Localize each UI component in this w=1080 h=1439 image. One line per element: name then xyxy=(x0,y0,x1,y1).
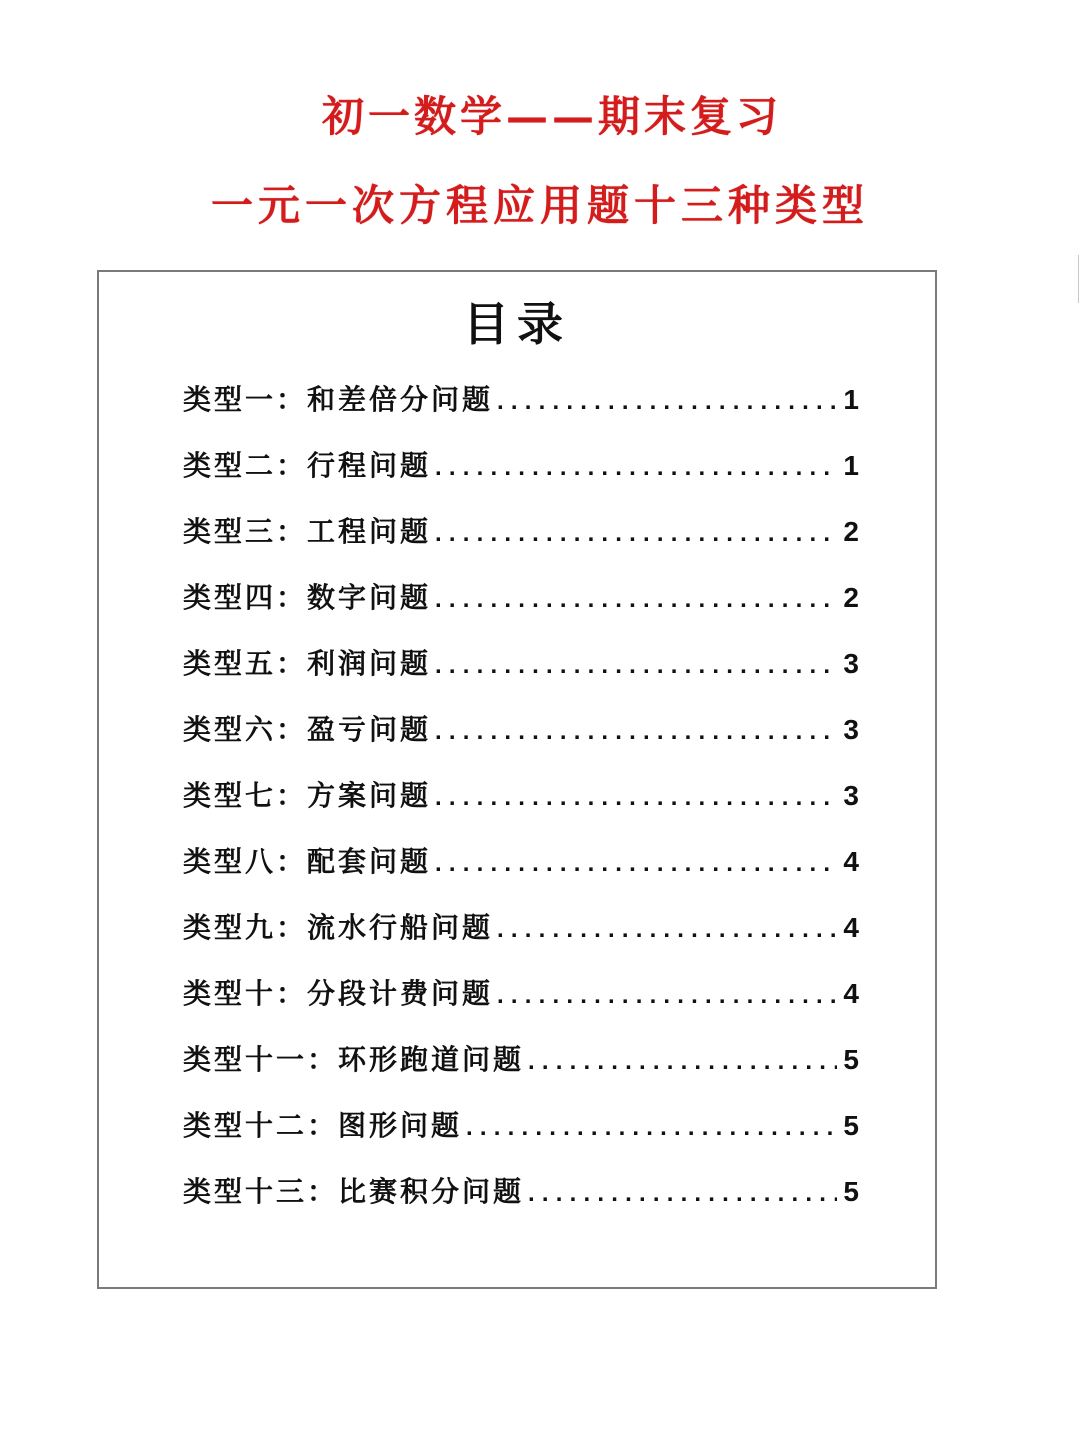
dot-leader xyxy=(435,850,837,878)
toc-item-label: 类型十一：环形跑道问题 xyxy=(183,1043,525,1076)
toc-item-label: 类型九：流水行船问题 xyxy=(183,911,494,944)
toc-item-label: 类型四：数字问题 xyxy=(183,581,432,614)
toc-item[interactable] xyxy=(183,444,859,510)
toc-item-page: 1 xyxy=(843,384,859,415)
toc-item-label: 类型六：盈亏问题 xyxy=(183,713,432,746)
toc-item[interactable] xyxy=(183,510,859,576)
dot-leader xyxy=(435,652,837,680)
toc-item-page: 4 xyxy=(843,846,859,877)
toc-item-label: 类型一：和差倍分问题 xyxy=(183,383,494,416)
dot-leader xyxy=(435,586,837,614)
toc-item-label: 类型二：行程问题 xyxy=(183,449,432,482)
toc-item-page: 5 xyxy=(843,1176,859,1207)
toc-item[interactable] xyxy=(183,708,859,774)
toc-item-page: 4 xyxy=(843,912,859,943)
toc-item-label: 类型十二：图形问题 xyxy=(183,1109,463,1142)
toc-list xyxy=(183,378,859,1236)
toc-item-page: 4 xyxy=(843,978,859,1009)
dot-leader xyxy=(435,718,837,746)
toc-item[interactable] xyxy=(183,906,859,972)
dot-leader xyxy=(435,784,837,812)
document-subtitle: 一元一次方程应用题十三种类型 xyxy=(210,181,869,230)
toc-item-page: 5 xyxy=(843,1110,859,1141)
toc-item-page: 5 xyxy=(843,1044,859,1075)
toc-item-page: 3 xyxy=(843,714,859,745)
toc-item[interactable] xyxy=(183,1038,859,1104)
toc-item-label: 类型十三：比赛积分问题 xyxy=(183,1175,525,1208)
toc-item-page: 1 xyxy=(843,450,859,481)
toc-item[interactable] xyxy=(183,972,859,1038)
toc-item[interactable] xyxy=(183,642,859,708)
dot-leader xyxy=(435,520,837,548)
toc-item[interactable] xyxy=(183,1104,859,1170)
document-title: 初一数学——期末复习 xyxy=(321,92,782,141)
toc-item-page: 2 xyxy=(843,582,859,613)
toc-item[interactable] xyxy=(183,840,859,906)
dot-leader xyxy=(497,982,837,1010)
toc-item[interactable] xyxy=(183,378,859,444)
dot-leader xyxy=(528,1180,837,1208)
toc-item-label: 类型八：配套问题 xyxy=(183,845,432,878)
table-of-contents xyxy=(97,270,937,1289)
toc-item[interactable] xyxy=(183,774,859,840)
toc-item[interactable] xyxy=(183,1170,859,1236)
dot-leader xyxy=(435,454,837,482)
dot-leader xyxy=(497,916,837,944)
toc-item-label: 类型七：方案问题 xyxy=(183,779,432,812)
dot-leader xyxy=(497,388,837,416)
dot-leader xyxy=(466,1114,837,1142)
toc-item[interactable] xyxy=(183,576,859,642)
toc-item-label: 类型五：利润问题 xyxy=(183,647,432,680)
toc-item-page: 3 xyxy=(843,780,859,811)
toc-item-page: 3 xyxy=(843,648,859,679)
toc-item-label: 类型十：分段计费问题 xyxy=(183,977,494,1010)
edge-divider xyxy=(1078,255,1079,303)
toc-item-page: 2 xyxy=(843,516,859,547)
toc-item-label: 类型三：工程问题 xyxy=(183,515,432,548)
dot-leader xyxy=(528,1048,837,1076)
toc-heading: 目录 xyxy=(463,297,571,351)
